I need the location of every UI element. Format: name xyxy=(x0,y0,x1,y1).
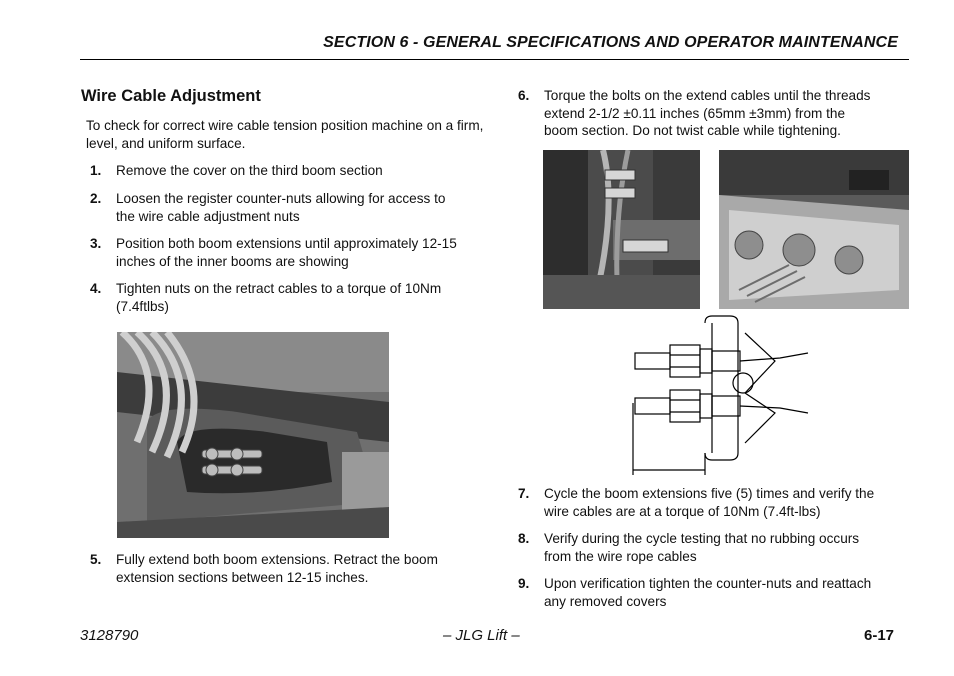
step-number: 9. xyxy=(518,576,530,591)
step-text-line: boom section. Do not twist cable while tightening. xyxy=(544,123,841,138)
step-text-line: from the wire rope cables xyxy=(544,548,697,564)
step-text-line: Loosen the register counter-nuts allowing for access to xyxy=(116,191,446,206)
step-text-line: inches of the inner booms are showing xyxy=(116,253,349,269)
step-text-line: Cycle the boom extensions five (5) times and verify the xyxy=(544,486,875,501)
boom-cable-photo xyxy=(117,332,389,538)
section-header-title: SECTION 6 - GENERAL SPECIFICATIONS AND OPERATOR MAINTENANCE xyxy=(323,34,898,51)
bolt-measurement-drawing xyxy=(630,313,810,478)
document-number: 3128790 xyxy=(80,627,139,644)
extend-cable-photo xyxy=(543,150,700,309)
step-number: 5. xyxy=(90,552,102,567)
step-number: 7. xyxy=(518,486,530,501)
step-number: 6. xyxy=(518,88,530,103)
page-number: 6-17 xyxy=(864,627,895,644)
step-text-line: Tighten nuts on the retract cables to a torque of 10Nm xyxy=(116,281,442,296)
step-text-line: extension sections between 12-15 inches. xyxy=(116,569,369,585)
step-number: 3. xyxy=(90,236,102,251)
step-text-line: extend 2-1/2 ±0.11 inches (65mm ±3mm) from the xyxy=(544,105,846,121)
step-number: 8. xyxy=(518,531,530,546)
threaded-bolts-photo-drawing xyxy=(719,150,909,309)
step-text-line: the wire cable adjustment nuts xyxy=(116,208,300,224)
extend-cable-photo-drawing xyxy=(543,150,700,309)
step-text-line: (7.4ftlbs) xyxy=(116,298,169,314)
section-heading: Wire Cable Adjustment xyxy=(81,87,261,105)
boom-cable-photo-drawing xyxy=(117,332,389,538)
step-text-line: wire cables are at a torque of 10Nm (7.4ft-lbs) xyxy=(544,503,821,519)
footer-brand: – JLG Lift – xyxy=(443,627,520,644)
threaded-bolts-photo xyxy=(719,150,909,309)
step-text-line: any removed covers xyxy=(544,593,667,609)
step-text-line: Position both boom extensions until approximately 12-15 xyxy=(116,236,457,251)
bolt-measurement-diagram xyxy=(630,313,810,478)
header-divider xyxy=(80,59,909,60)
step-number: 4. xyxy=(90,281,102,296)
step-text-line: Verify during the cycle testing that no rubbing occurs xyxy=(544,531,860,546)
step-number: 2. xyxy=(90,191,102,206)
intro-paragraph: To check for correct wire cable tension position machine on a firm, level, and uniform surface. xyxy=(86,118,484,151)
step-text-line: Upon verification tighten the counter-nuts and reattach xyxy=(544,576,872,591)
step-text-line: Remove the cover on the third boom section xyxy=(116,163,383,178)
step-text-line: Torque the bolts on the extend cables until the threads xyxy=(544,88,871,103)
step-text-line: Fully extend both boom extensions. Retract the boom xyxy=(116,552,438,567)
step-number: 1. xyxy=(90,163,102,178)
